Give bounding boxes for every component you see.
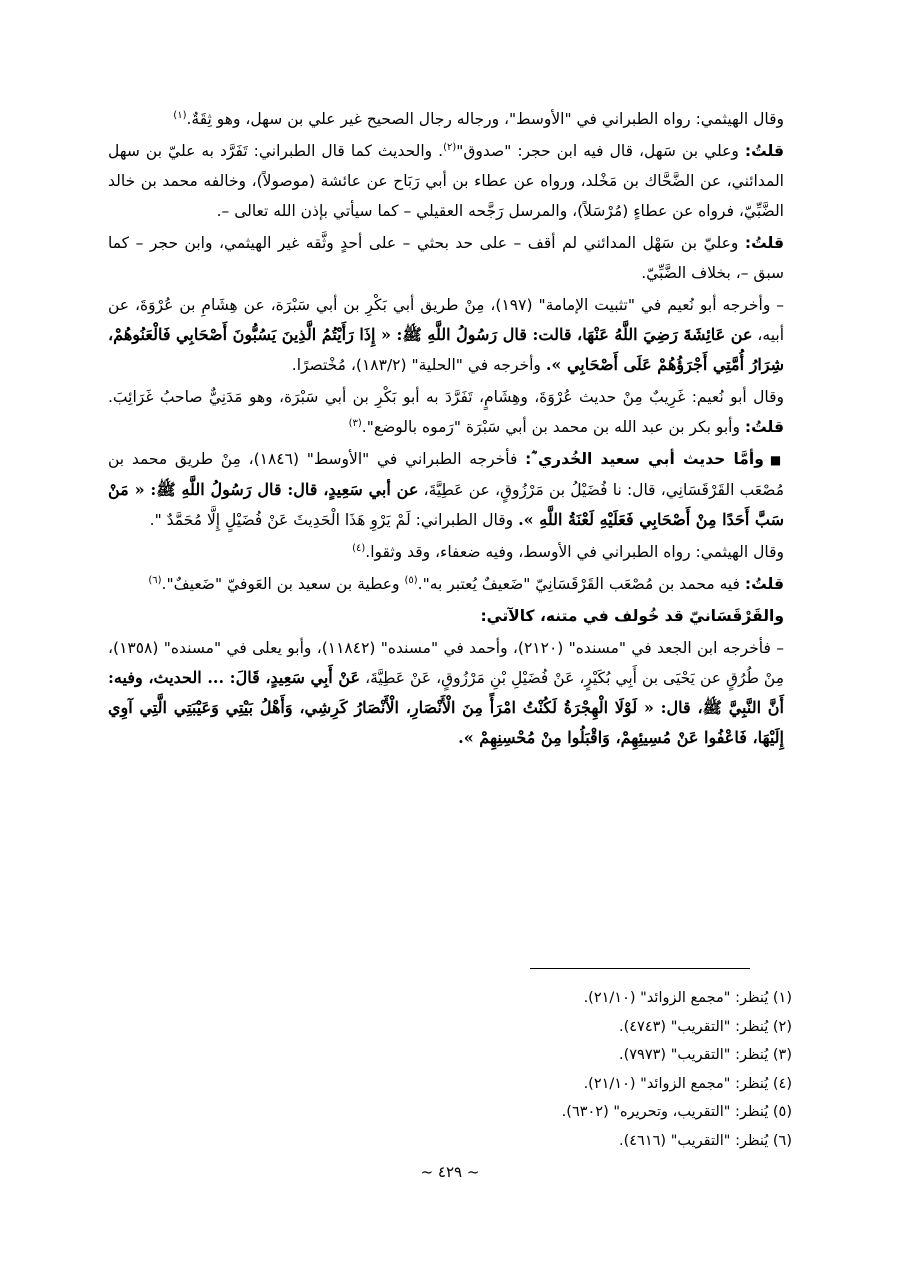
paragraph <box>108 601 784 631</box>
paragraph <box>108 104 784 134</box>
footnote-ref: (٦) <box>148 574 162 586</box>
footnote-ref: (١) <box>173 109 187 121</box>
text-run: . والحديث كما قال الطبراني: تَفَرَّد به عليّ بن سهل المدائني، عن الضَّحَّاك بن مَخْلد، ورواه عن عطاء بن أبي رَبَاح عن عائشة (موصولاً)، وخالفه محمد بن خالد الضَّبِّيّ، فرواه عن عطاءٍ (مُرْسَلاً)، والمرسل رَجَّحه العقيلي – كما سيأتي بإذن الله تعالى –. <box>108 142 784 220</box>
footnotes <box>392 984 792 1155</box>
body-text <box>108 104 784 755</box>
footnote-ref: (٣) <box>348 417 362 429</box>
paragraph <box>108 228 784 288</box>
bold-text: قلتُ: <box>744 142 784 160</box>
footnote: (١) يُنظر: "مجمع الزوائد" (٢١/١٠). <box>583 990 792 1006</box>
text-run: فيه محمد بن مُصْعَب القَرْقَسَانِيّ "ضَعيفٌ يُعتبر به". <box>417 575 745 593</box>
page-number: ~ ٤٢٩ ~ <box>420 1163 480 1181</box>
footnote: (٣) يُنظر: "التقريب" (٧٩٧٣). <box>618 1047 792 1063</box>
hadith-text: عَنْ أَبِي سَعِيدٍ، قَالَ: ... الحديث، وفيه: أَنَّ النَّبِيَّ ﷺ، قال: « لَوْلَا الْهِجْرَةُ لَكُنْتُ امْرَأً مِنَ الْأَنْصَارِ، الْأَنْصَارُ كَرِشِي، وَأَهْلُ بَيْتِي وَعَيْبَتِي الَّتِي آوِي إِلَيْهَا، فَاعْفُوا عَنْ مُسِيئِهِمْ، وَاقْبَلُوا مِنْ مُحْسِنِهِمْ ». <box>108 668 784 747</box>
text-run: فأخرجه الطبراني في "الأوسط" (١٨٤٦)، مِنْ طريق محمد بن مُصْعَب القَرْقَسَانِي، قال: نا فُضَيْلُ بن مَرْزُوقٍ، عن عَطِيَّةَ، <box>108 450 785 499</box>
text-run: وعلي بن سَهل، قال فيه ابن حجر: "صدوق" <box>456 142 745 160</box>
footnote-ref: (٥) <box>404 574 418 586</box>
bold-text: قلتُ: <box>744 418 784 436</box>
paragraph <box>108 633 784 753</box>
paragraph <box>108 290 784 380</box>
text-run: وقال أبو نُعيم: غَرِيبٌ مِنْ حديث عُرْوَةَ، وهِشَامٍ، تَفَرَّدَ به أبو بَكْرِ بن أبي سَبْرَة، وهو مَدَنِيٌّ صاحبُ غَرَائِبَ. <box>108 388 784 406</box>
text-run: وأخرجه في "الحلية" (١٨٣/٢)، مُخْتصرًا. <box>291 356 546 374</box>
text-run: وأبو بكر بن عبد الله بن محمد بن أبي سَبْرَة "رَموه بالوضع". <box>361 418 745 436</box>
paragraph <box>108 537 784 567</box>
footnote: (٥) يُنظر: "التقريب، وتحريره" (٦٣٠٢). <box>561 1104 792 1120</box>
hadith-text: عن عَائِشَةَ رَضِيَ اللَّهُ عَنْهَا، قالت: قال رَسُولُ اللَّهِ ﷺ: « إِذَا رَأَيْتُمُ الَّذِينَ يَسُبُّونَ أَصْحَابِي فَالْعَنُوهُمْ، شِرَارُ أُمَّتِي أَجْرَؤُهُمْ عَلَى أَصْحَابِي ». <box>108 325 784 374</box>
paragraph <box>108 444 784 535</box>
text-run: وقال الهيثمي: رواه الطبراني في "الأوسط"، ورجاله رجال الصحيح غير علي بن سهل، وهو ثِقَةٌ. <box>186 110 784 128</box>
paragraph <box>108 382 784 442</box>
bold-text: والقَرْقَسَانيّ قد خُولف في متنه، كالآتي: <box>480 607 784 625</box>
bold-text: وأمَّا حديث أبي سعيد الخُدري ؓ: <box>525 450 764 468</box>
text-run: وعطية بن سعيد بن العَوفيّ "ضَعيفٌ". <box>161 575 405 593</box>
bullet-icon: ■ <box>769 453 784 467</box>
paragraph <box>108 136 784 226</box>
footnote: (٤) يُنظر: "مجمع الزوائد" (٢١/١٠). <box>583 1075 792 1092</box>
footnote: (٦) يُنظر: "التقريب" (٤٦١٦). <box>618 1132 792 1149</box>
text-run: وعليّ بن سَهْل المدائني لم أقف – على حد بحثي – على أحدٍ وثَّقه غير الهيثمي، وابن حجر – كما سبق –، بخلاف الضَّبِّيّ. <box>108 234 784 282</box>
footnote: (٢) يُنظر: "التقريب" (٤٧٤٣). <box>618 1018 792 1035</box>
text-run: وقال الطبراني: لَمْ يَرْوِ هَذَا الْحَدِيثَ عَنْ فُضَيْلٍ إِلَّا مُحَمَّدٌ ". <box>149 511 519 529</box>
footnote-divider <box>530 968 750 969</box>
paragraph <box>108 569 784 599</box>
text-run: – فأخرجه ابن الجعد في "مسنده" (٢١٢٠)، وأحمد في "مسنده" (١١٨٤٢)، وأبو يعلى في "مسنده" (١٣٥٨)، مِنْ طُرُقٍ عن يَحْيَى بن أَبِي بُكَيْرٍ، عَنْ فُضَيْلِ بْنِ مَرْزُوقٍ، عَنْ عَطِيَّةَ، <box>108 639 784 687</box>
bold-text: قلتُ: <box>744 234 784 252</box>
hadith-text: عن أبي سَعِيدٍ، قال: قال رَسُولُ اللَّهِ ﷺ: « مَنْ سَبَّ أَحَدًا مِنْ أَصْحَابِي فَعَلَيْهِ لَعْنَةُ اللَّهِ ». <box>108 480 784 529</box>
bold-text: قلتُ: <box>744 575 784 593</box>
text-run: – وأخرجه أبو نُعيم في "تثبيت الإمامة" (١٩٧)، مِنْ طريق أبي بَكْرِ بن أبي سَبْرَة، عن هِشَامِ بن عُرْوَةَ، عن أبيه، <box>108 296 784 344</box>
footnote-ref: (٢) <box>443 141 457 153</box>
text-run: وقال الهيثمي: رواه الطبراني في الأوسط، وفيه ضعفاء، وقد وثقوا. <box>365 543 784 561</box>
footnote-ref: (٤) <box>352 542 366 554</box>
